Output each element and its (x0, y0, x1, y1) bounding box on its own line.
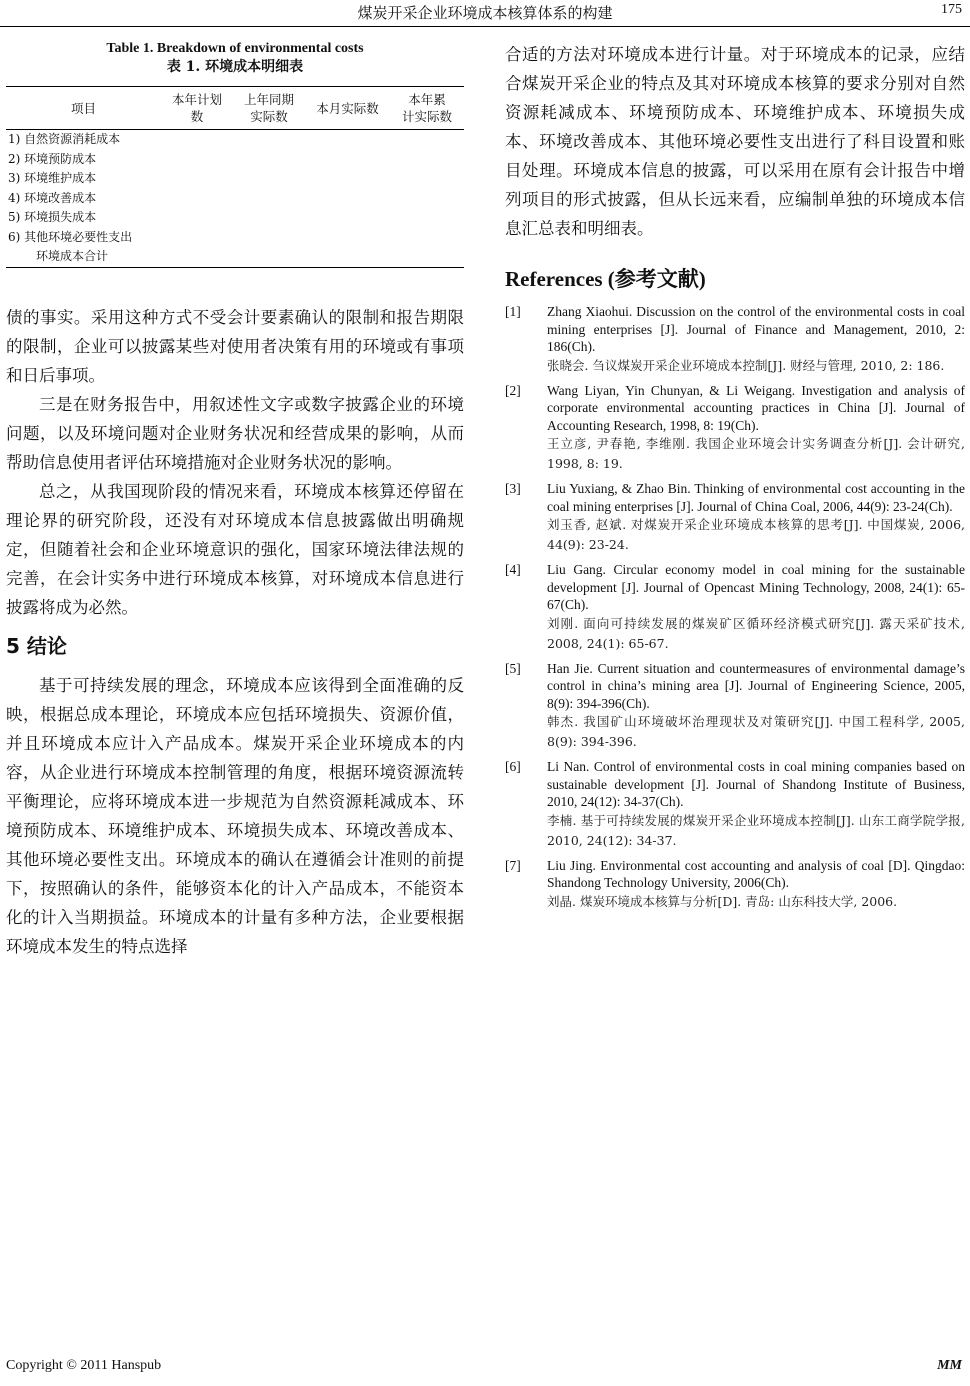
running-title: 煤炭开采企业环境成本核算体系的构建 (357, 4, 613, 22)
left-column (6, 40, 464, 961)
reference-english: Liu Yuxiang, & Zhao Bin. Thinking of environmental cost accounting in the coal mining enterprises [J]. Journal of China Coal, 2006, 44(9): 23-24(Ch). (547, 481, 965, 514)
reference-chinese: 韩杰. 我国矿山环境破坏治理现状及对策研究[J]. 中国工程科学, 2005, 8(9): 394-396. (547, 714, 965, 749)
reference-item (505, 758, 965, 851)
reference-item (505, 660, 965, 753)
paragraph: 三是在财务报告中，用叙述性文字或数字披露企业的环境问题，以及环境问题对企业财务状况和经营成果的影响，从而帮助信息使用者评估环境措施对企业财务状况的影响。 (6, 394, 464, 472)
cost-breakdown-table (6, 86, 464, 268)
row-label: 4) 环境改善成本 (8, 190, 97, 205)
reference-number: [6] (505, 759, 521, 774)
reference-item (505, 857, 965, 912)
reference-chinese: 刘刚. 面向可持续发展的煤炭矿区循环经济模式研究[J]. 露天采矿技术, 2008, 24(1): 65-67. (547, 615, 965, 651)
reference-chinese: 张晓会. 刍议煤炭开采企业环境成本控制[J]. 财经与管理, 2010, 2: 186. (547, 357, 945, 373)
paragraph: 债的事实。采用这种方式不受会计要素确认的限制和报告期限的限制，企业可以披露某些对使用者决策有用的环境或有事项和日后事项。 (6, 307, 464, 385)
reference-number: [3] (505, 481, 521, 496)
row-label: 3) 环境维护成本 (8, 171, 97, 185)
reference-chinese: 刘玉香, 赵斌. 对煤炭开采企业环境成本核算的思考[J]. 中国煤炭, 2006, 44(9): 23-24. (547, 517, 965, 552)
table-row (6, 130, 464, 150)
reference-english: Han Jie. Current situation and countermeasures of environmental damage’s control in china’s mining area [J]. Journal of Engineering Science, 2005, 8(9): 394-396(Ch). (547, 660, 965, 711)
table-caption-en: Table 1. Breakdown of environmental costs (106, 41, 364, 56)
reference-item (505, 382, 965, 475)
reference-chinese: 李楠. 基于可持续发展的煤炭开采企业环境成本控制[J]. 山东工商学院学报, 2010, 24(12): 34-37. (547, 812, 965, 848)
total-label: 环境成本合计 (6, 247, 161, 267)
paragraph: 总之，从我国现阶段的情况来看，环境成本核算还停留在理论界的研究阶段，还没有对环境成本信息披露做出明确规定，但随着社会和企业环境意识的强化，国家环境法律法规的完善，在会计实务中进行环境成本核算，对环境成本信息进行披露将成为必然。 (6, 481, 464, 617)
reference-english: Zhang Xiaohui. Discussion on the control of the environmental costs in coal mining enterprises [J]. Journal of Finance and Management, 2010, 2: 186(Ch). (547, 304, 965, 354)
page-number: 175 (941, 2, 962, 17)
journal-abbreviation: MM (937, 1358, 962, 1373)
reference-number: [2] (505, 382, 521, 398)
table-row (6, 228, 464, 248)
right-column (505, 40, 965, 918)
reference-list (505, 303, 965, 912)
references-heading: References (参考文献) (505, 267, 706, 291)
table-row (6, 208, 464, 228)
row-label: 2) 环境预防成本 (8, 151, 97, 166)
table-row (6, 189, 464, 209)
table-header-row (6, 87, 464, 130)
col-header-item: 项目 (6, 87, 161, 130)
running-header (0, 2, 970, 24)
reference-english: Li Nan. Control of environmental costs in coal mining companies based on sustainable development [J]. Journal of Shandong Institute of Business, 2010, 24(12): 34-37(Ch). (547, 759, 965, 809)
table-row (6, 150, 464, 170)
reference-english: Liu Gang. Circular economy model in coal mining for the sustainable development [J]. Journal of Opencast Mining Technology, 2008, 24(1): 65-67(Ch). (547, 562, 965, 612)
reference-number: [4] (505, 562, 521, 577)
copyright-notice: Copyright © 2011 Hanspub (6, 1358, 162, 1373)
reference-chinese: 王立彦, 尹春艳, 李维刚. 我国企业环境会计实务调查分析[J]. 会计研究, 1998, 8: 19. (547, 436, 965, 471)
row-label: 5) 环境损失成本 (8, 210, 97, 224)
reference-english: Liu Jing. Environmental cost accounting and analysis of coal [D]. Qingdao: Shandong Technology University, 2006(Ch). (547, 857, 965, 890)
col-header-month: 本月实际数 (305, 87, 390, 130)
reference-number: [5] (505, 660, 521, 676)
col-header-plan: 本年计划 数 (161, 87, 233, 130)
reference-number: [7] (505, 857, 521, 873)
table-total-row (6, 247, 464, 267)
reference-english: Wang Liyan, Yin Chunyan, & Li Weigang. Investigation and analysis of corporate environmental accounting practices in China [J]. Journal of Accounting Research, 1998, 8: 19(Ch). (547, 382, 965, 433)
row-label: 6) 其他环境必要性支出 (8, 229, 133, 244)
section-heading: 5 结论 (6, 633, 67, 658)
table-caption-zh: 表 1. 环境成本明细表 (166, 59, 304, 75)
paragraph: 合适的方法对环境成本进行计量。对于环境成本的记录，应结合煤炭开采企业的特点及其对环境成本核算的要求分别对自然资源耗减成本、环境预防成本、环境维护成本、环境损失成本、环境改善成本、其他环境必要性支出进行了科目设置和账目处理。环境成本信息的披露，可以采用在原有会计报告中增列项目的形式披露，但从长远来看，应编制单独的环境成本信息汇总表和明细表。 (505, 45, 965, 238)
row-label: 1) 自然资源消耗成本 (8, 132, 121, 146)
reference-chinese: 刘晶. 煤炭环境成本核算与分析[D]. 青岛: 山东科技大学, 2006. (547, 893, 898, 909)
header-rule (0, 26, 970, 27)
reference-item (505, 303, 965, 376)
reference-number: [1] (505, 304, 521, 319)
paragraph: 基于可持续发展的理念，环境成本应该得到全面准确的反映，根据总成本理论，环境成本应包括环境损失、资源价值，并且环境成本应计入产品成本。煤炭开采企业环境成本的内容，从企业进行环境成本控制管理的角度，根据环境资源流转平衡理论，应将环境成本进一步规范为自然资源耗减成本、环境预防成本、环境维护成本、环境损失成本、环境改善成本、其他环境必要性支出。环境成本的确认在遵循会计准则的前提下，按照确认的条件，能够资本化的计入产品成本，不能资本化的计入当期损益。环境成本的计量有多种方法，企业要根据环境成本发生的特点选择 (6, 675, 464, 956)
col-header-last-year: 上年同期 实际数 (233, 87, 305, 130)
col-header-cumulative: 本年累 计实际数 (390, 87, 464, 130)
reference-item (505, 561, 965, 654)
reference-item (505, 480, 965, 555)
table-row (6, 169, 464, 189)
